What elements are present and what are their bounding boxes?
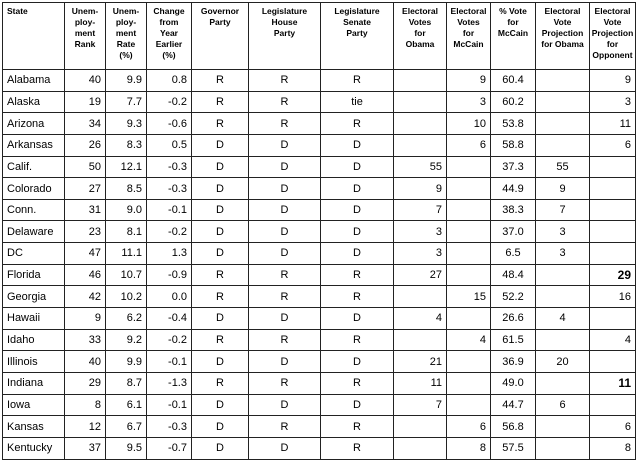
cell-change: -0.3 [147, 156, 192, 178]
cell-house: D [249, 437, 321, 459]
cell-change: -0.4 [147, 308, 192, 330]
cell-rate: 9.9 [106, 351, 147, 373]
cell-state: Georgia [3, 286, 65, 308]
cell-house: D [249, 134, 321, 156]
cell-ev-obama: 3 [394, 221, 447, 243]
cell-house: D [249, 394, 321, 416]
cell-ev-mccain: 15 [447, 286, 491, 308]
cell-rank: 47 [65, 243, 106, 265]
table-row [3, 134, 636, 156]
cell-ev-mccain: 6 [447, 416, 491, 438]
cell-state: Kansas [3, 416, 65, 438]
cell-ev-mccain [447, 243, 491, 265]
cell-proj-opp: 4 [590, 329, 636, 351]
column-header-state: State [3, 3, 65, 70]
cell-rank: 27 [65, 178, 106, 200]
cell-senate: D [321, 243, 394, 265]
cell-ev-mccain [447, 351, 491, 373]
cell-proj-opp: 9 [590, 70, 636, 92]
cell-ev-mccain [447, 394, 491, 416]
cell-rank: 8 [65, 394, 106, 416]
table-row [3, 70, 636, 92]
cell-ev-obama [394, 437, 447, 459]
cell-gov: R [192, 91, 249, 113]
cell-ev-mccain: 6 [447, 134, 491, 156]
cell-proj-obama [536, 329, 590, 351]
cell-proj-obama [536, 264, 590, 286]
column-header-percent-vote-mccain: % Vote for McCain [491, 3, 536, 70]
column-header-electoral-votes-obama: Electoral Votes for Obama [394, 3, 447, 70]
cell-proj-opp: 16 [590, 286, 636, 308]
cell-ev-mccain [447, 372, 491, 394]
cell-ev-obama [394, 134, 447, 156]
cell-state: Arizona [3, 113, 65, 135]
cell-rate: 8.7 [106, 372, 147, 394]
cell-gov: D [192, 134, 249, 156]
cell-proj-obama [536, 70, 590, 92]
cell-state: Calif. [3, 156, 65, 178]
cell-rank: 29 [65, 372, 106, 394]
cell-ev-obama [394, 91, 447, 113]
cell-house: R [249, 91, 321, 113]
cell-ev-mccain: 3 [447, 91, 491, 113]
cell-pct-mccain: 56.8 [491, 416, 536, 438]
cell-senate: D [321, 178, 394, 200]
cell-house: D [249, 178, 321, 200]
cell-pct-mccain: 61.5 [491, 329, 536, 351]
cell-house: R [249, 113, 321, 135]
cell-change: 0.5 [147, 134, 192, 156]
cell-gov: D [192, 308, 249, 330]
cell-ev-mccain: 4 [447, 329, 491, 351]
cell-proj-opp: 11 [590, 372, 636, 394]
cell-rank: 50 [65, 156, 106, 178]
cell-senate: R [321, 437, 394, 459]
cell-change: 0.0 [147, 286, 192, 308]
cell-rate: 7.7 [106, 91, 147, 113]
cell-proj-obama: 9 [536, 178, 590, 200]
cell-pct-mccain: 48.4 [491, 264, 536, 286]
cell-pct-mccain: 53.8 [491, 113, 536, 135]
cell-proj-opp [590, 394, 636, 416]
column-header-unemployment-rank: Unem- ploy- ment Rank [65, 3, 106, 70]
column-header-projection-obama: Electoral Vote Projection for Obama [536, 3, 590, 70]
cell-state: Colorado [3, 178, 65, 200]
cell-change: -0.9 [147, 264, 192, 286]
table-row [3, 437, 636, 459]
cell-rate: 6.7 [106, 416, 147, 438]
header-row [3, 3, 636, 70]
cell-house: R [249, 286, 321, 308]
cell-pct-mccain: 49.0 [491, 372, 536, 394]
cell-change: -0.1 [147, 351, 192, 373]
table-row [3, 91, 636, 113]
cell-state: Alaska [3, 91, 65, 113]
table-row [3, 351, 636, 373]
cell-rank: 9 [65, 308, 106, 330]
cell-house: R [249, 372, 321, 394]
cell-proj-opp [590, 178, 636, 200]
cell-pct-mccain: 58.8 [491, 134, 536, 156]
cell-proj-opp [590, 199, 636, 221]
cell-house: D [249, 156, 321, 178]
cell-senate: R [321, 329, 394, 351]
column-header-unemployment-rate: Unem- ploy- ment Rate (%) [106, 3, 147, 70]
cell-proj-opp: 3 [590, 91, 636, 113]
cell-house: R [249, 264, 321, 286]
table-body [3, 70, 636, 460]
cell-gov: R [192, 70, 249, 92]
cell-change: 0.8 [147, 70, 192, 92]
cell-house: R [249, 70, 321, 92]
cell-rank: 31 [65, 199, 106, 221]
cell-state: Florida [3, 264, 65, 286]
cell-change: -0.3 [147, 178, 192, 200]
cell-gov: D [192, 243, 249, 265]
cell-pct-mccain: 60.2 [491, 91, 536, 113]
cell-state: Idaho [3, 329, 65, 351]
cell-state: Hawaii [3, 308, 65, 330]
cell-gov: R [192, 286, 249, 308]
cell-rate: 11.1 [106, 243, 147, 265]
state-unemployment-electoral-table [2, 2, 636, 460]
cell-proj-opp: 6 [590, 134, 636, 156]
cell-proj-obama: 4 [536, 308, 590, 330]
cell-gov: D [192, 178, 249, 200]
cell-pct-mccain: 36.9 [491, 351, 536, 373]
cell-rate: 9.3 [106, 113, 147, 135]
cell-gov: D [192, 437, 249, 459]
cell-proj-obama: 6 [536, 394, 590, 416]
cell-senate: D [321, 221, 394, 243]
table-row [3, 113, 636, 135]
cell-gov: D [192, 221, 249, 243]
cell-proj-obama: 7 [536, 199, 590, 221]
cell-ev-mccain: 10 [447, 113, 491, 135]
cell-senate: D [321, 308, 394, 330]
cell-pct-mccain: 44.7 [491, 394, 536, 416]
table-row [3, 372, 636, 394]
cell-state: Illinois [3, 351, 65, 373]
cell-state: DC [3, 243, 65, 265]
cell-proj-obama: 3 [536, 221, 590, 243]
column-header-projection-opponent: Electoral Vote Projection for Opponent [590, 3, 636, 70]
table-row [3, 416, 636, 438]
cell-ev-mccain [447, 199, 491, 221]
cell-house: D [249, 308, 321, 330]
cell-ev-obama: 4 [394, 308, 447, 330]
cell-senate: D [321, 394, 394, 416]
cell-rank: 42 [65, 286, 106, 308]
column-header-governor-party: Governor Party [192, 3, 249, 70]
cell-pct-mccain: 60.4 [491, 70, 536, 92]
cell-senate: D [321, 156, 394, 178]
cell-house: D [249, 221, 321, 243]
cell-state: Conn. [3, 199, 65, 221]
cell-proj-opp: 29 [590, 264, 636, 286]
cell-senate: R [321, 264, 394, 286]
cell-ev-mccain: 8 [447, 437, 491, 459]
cell-pct-mccain: 57.5 [491, 437, 536, 459]
cell-proj-obama [536, 113, 590, 135]
cell-ev-obama: 7 [394, 394, 447, 416]
cell-senate: tie [321, 91, 394, 113]
cell-ev-mccain: 9 [447, 70, 491, 92]
cell-change: -0.3 [147, 416, 192, 438]
column-header-change-from-year-earlier: Change from Year Earlier (%) [147, 3, 192, 70]
table-row [3, 243, 636, 265]
cell-ev-mccain [447, 221, 491, 243]
cell-rate: 8.1 [106, 221, 147, 243]
cell-change: -0.6 [147, 113, 192, 135]
cell-gov: R [192, 264, 249, 286]
cell-proj-obama [536, 437, 590, 459]
cell-proj-opp: 8 [590, 437, 636, 459]
cell-rank: 19 [65, 91, 106, 113]
cell-proj-opp [590, 308, 636, 330]
cell-rate: 6.1 [106, 394, 147, 416]
cell-state: Arkansas [3, 134, 65, 156]
cell-house: R [249, 416, 321, 438]
cell-change: 1.3 [147, 243, 192, 265]
cell-rank: 40 [65, 351, 106, 373]
cell-ev-obama [394, 329, 447, 351]
cell-proj-opp: 6 [590, 416, 636, 438]
cell-rate: 8.3 [106, 134, 147, 156]
cell-house: D [249, 351, 321, 373]
cell-rate: 10.7 [106, 264, 147, 286]
cell-rank: 40 [65, 70, 106, 92]
cell-proj-opp [590, 243, 636, 265]
cell-ev-obama: 11 [394, 372, 447, 394]
cell-ev-obama [394, 113, 447, 135]
cell-change: -0.1 [147, 199, 192, 221]
cell-ev-mccain [447, 308, 491, 330]
cell-rank: 37 [65, 437, 106, 459]
cell-proj-opp: 11 [590, 113, 636, 135]
cell-rate: 9.0 [106, 199, 147, 221]
cell-change: -0.2 [147, 329, 192, 351]
cell-rank: 12 [65, 416, 106, 438]
table-row [3, 156, 636, 178]
cell-rank: 46 [65, 264, 106, 286]
cell-rate: 9.2 [106, 329, 147, 351]
table-row [3, 199, 636, 221]
cell-house: R [249, 329, 321, 351]
cell-ev-obama: 55 [394, 156, 447, 178]
cell-proj-opp [590, 156, 636, 178]
cell-gov: R [192, 113, 249, 135]
cell-ev-obama: 27 [394, 264, 447, 286]
cell-rate: 12.1 [106, 156, 147, 178]
cell-senate: R [321, 70, 394, 92]
cell-house: D [249, 199, 321, 221]
cell-pct-mccain: 37.3 [491, 156, 536, 178]
cell-senate: R [321, 286, 394, 308]
cell-senate: R [321, 372, 394, 394]
cell-pct-mccain: 6.5 [491, 243, 536, 265]
cell-proj-obama [536, 286, 590, 308]
cell-gov: R [192, 372, 249, 394]
column-header-legislature-senate-party: Legislature Senate Party [321, 3, 394, 70]
cell-pct-mccain: 26.6 [491, 308, 536, 330]
cell-senate: R [321, 113, 394, 135]
cell-ev-obama: 7 [394, 199, 447, 221]
cell-rate: 9.5 [106, 437, 147, 459]
cell-senate: D [321, 134, 394, 156]
cell-ev-mccain [447, 264, 491, 286]
cell-ev-mccain [447, 178, 491, 200]
cell-change: -0.2 [147, 221, 192, 243]
cell-gov: D [192, 394, 249, 416]
cell-house: D [249, 243, 321, 265]
cell-state: Indiana [3, 372, 65, 394]
cell-pct-mccain: 44.9 [491, 178, 536, 200]
cell-proj-obama [536, 134, 590, 156]
cell-change: -1.3 [147, 372, 192, 394]
cell-change: -0.2 [147, 91, 192, 113]
cell-state: Kentucky [3, 437, 65, 459]
cell-ev-obama [394, 286, 447, 308]
cell-proj-opp [590, 221, 636, 243]
column-header-electoral-votes-mccain: Electoral Votes for McCain [447, 3, 491, 70]
cell-rate: 9.9 [106, 70, 147, 92]
cell-state: Delaware [3, 221, 65, 243]
cell-change: -0.1 [147, 394, 192, 416]
cell-ev-mccain [447, 156, 491, 178]
cell-proj-obama: 20 [536, 351, 590, 373]
cell-senate: D [321, 199, 394, 221]
cell-gov: D [192, 416, 249, 438]
cell-proj-obama: 55 [536, 156, 590, 178]
cell-state: Iowa [3, 394, 65, 416]
cell-proj-opp [590, 351, 636, 373]
cell-rate: 8.5 [106, 178, 147, 200]
cell-pct-mccain: 37.0 [491, 221, 536, 243]
cell-change: -0.7 [147, 437, 192, 459]
column-header-legislature-house-party: Legislature House Party [249, 3, 321, 70]
cell-senate: R [321, 416, 394, 438]
cell-proj-obama [536, 372, 590, 394]
cell-proj-obama [536, 91, 590, 113]
cell-ev-obama: 21 [394, 351, 447, 373]
cell-rank: 23 [65, 221, 106, 243]
cell-ev-obama [394, 416, 447, 438]
cell-gov: D [192, 199, 249, 221]
table-row [3, 394, 636, 416]
cell-rank: 33 [65, 329, 106, 351]
cell-ev-obama: 3 [394, 243, 447, 265]
cell-gov: D [192, 156, 249, 178]
cell-rate: 6.2 [106, 308, 147, 330]
cell-gov: D [192, 351, 249, 373]
table-row [3, 286, 636, 308]
table-row [3, 264, 636, 286]
cell-ev-obama [394, 70, 447, 92]
table-row [3, 178, 636, 200]
cell-pct-mccain: 52.2 [491, 286, 536, 308]
cell-senate: D [321, 351, 394, 373]
cell-pct-mccain: 38.3 [491, 199, 536, 221]
cell-gov: R [192, 329, 249, 351]
cell-rank: 34 [65, 113, 106, 135]
table-row [3, 308, 636, 330]
cell-state: Alabama [3, 70, 65, 92]
table-row [3, 221, 636, 243]
table-row [3, 329, 636, 351]
cell-proj-obama [536, 416, 590, 438]
cell-rank: 26 [65, 134, 106, 156]
cell-ev-obama: 9 [394, 178, 447, 200]
cell-rate: 10.2 [106, 286, 147, 308]
cell-proj-obama: 3 [536, 243, 590, 265]
